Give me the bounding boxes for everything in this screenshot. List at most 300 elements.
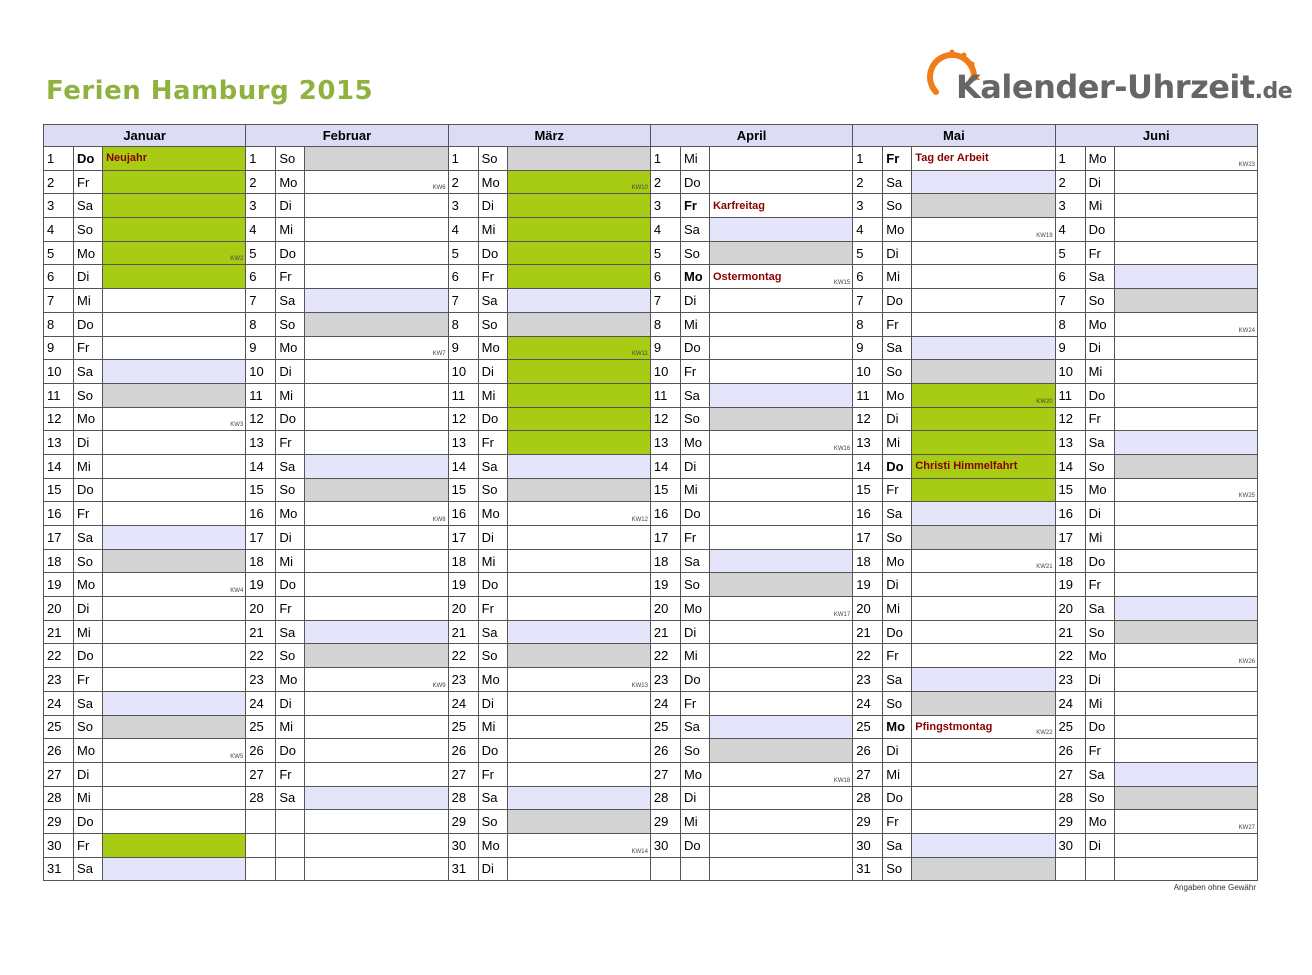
weekday: Di <box>74 265 103 289</box>
day-entry[interactable] <box>305 833 448 857</box>
day-entry[interactable] <box>912 170 1055 194</box>
weekday: Mi <box>276 383 305 407</box>
day-entry[interactable] <box>305 241 448 265</box>
day-entry[interactable] <box>912 715 1055 739</box>
day-entry[interactable] <box>305 644 448 668</box>
weekday: Sa <box>276 289 305 313</box>
day-number: 10 <box>448 360 478 384</box>
day-entry[interactable] <box>103 762 246 786</box>
day-number: 3 <box>650 194 680 218</box>
weekday: Fr <box>74 170 103 194</box>
day-entry[interactable] <box>305 147 448 171</box>
day-entry[interactable] <box>507 715 650 739</box>
day-entry[interactable] <box>1114 194 1257 218</box>
day-entry[interactable] <box>305 502 448 526</box>
day-entry[interactable] <box>507 668 650 692</box>
day-entry[interactable] <box>507 597 650 621</box>
weekday: So <box>74 383 103 407</box>
day-entry[interactable] <box>305 478 448 502</box>
day-entry[interactable] <box>709 715 852 739</box>
day-entry[interactable] <box>912 312 1055 336</box>
day-entry[interactable] <box>912 549 1055 573</box>
weekday: Do <box>478 573 507 597</box>
day-entry[interactable] <box>103 715 246 739</box>
day-entry[interactable] <box>709 312 852 336</box>
day-entry[interactable] <box>709 549 852 573</box>
day-number: 24 <box>44 691 74 715</box>
day-entry[interactable] <box>709 691 852 715</box>
weekday: Di <box>680 620 709 644</box>
day-entry[interactable] <box>507 194 650 218</box>
day-number: 27 <box>246 762 276 786</box>
day-entry[interactable] <box>1114 857 1257 881</box>
day-entry[interactable] <box>1114 644 1257 668</box>
holiday-label: Ostermontag <box>712 270 782 283</box>
day-number: 29 <box>1055 810 1085 834</box>
day-entry[interactable] <box>507 265 650 289</box>
day-entry[interactable] <box>1114 454 1257 478</box>
day-entry[interactable] <box>305 170 448 194</box>
day-number: 5 <box>448 241 478 265</box>
day-entry[interactable] <box>1114 810 1257 834</box>
weekday: Di <box>478 691 507 715</box>
day-entry[interactable] <box>709 218 852 242</box>
day-entry[interactable] <box>103 289 246 313</box>
day-entry[interactable] <box>709 573 852 597</box>
day-entry[interactable] <box>507 170 650 194</box>
day-entry[interactable] <box>507 526 650 550</box>
day-entry[interactable] <box>912 218 1055 242</box>
day-entry[interactable] <box>1114 265 1257 289</box>
day-entry[interactable] <box>709 383 852 407</box>
weekday: Do <box>680 668 709 692</box>
day-entry[interactable] <box>507 407 650 431</box>
day-number: 19 <box>1055 573 1085 597</box>
day-number: 27 <box>650 762 680 786</box>
day-entry[interactable] <box>305 739 448 763</box>
weekday: Fr <box>478 431 507 455</box>
day-entry[interactable] <box>709 431 852 455</box>
day-entry[interactable] <box>507 739 650 763</box>
week-number: KW5 <box>230 753 244 760</box>
day-entry[interactable] <box>103 336 246 360</box>
day-number: 22 <box>853 644 883 668</box>
day-entry[interactable] <box>103 573 246 597</box>
day-entry[interactable] <box>912 762 1055 786</box>
day-entry[interactable] <box>103 218 246 242</box>
week-number: KW24 <box>1238 327 1255 334</box>
day-entry[interactable] <box>103 147 246 171</box>
day-entry[interactable] <box>507 241 650 265</box>
logo[interactable] <box>922 44 1293 114</box>
day-entry[interactable] <box>912 241 1055 265</box>
day-entry[interactable] <box>507 312 650 336</box>
day-entry[interactable] <box>103 786 246 810</box>
day-number <box>246 833 276 857</box>
day-entry[interactable] <box>912 502 1055 526</box>
day-entry[interactable] <box>912 194 1055 218</box>
day-entry[interactable] <box>305 786 448 810</box>
day-row <box>44 218 1258 242</box>
day-entry[interactable] <box>912 573 1055 597</box>
day-entry[interactable] <box>305 289 448 313</box>
day-entry[interactable] <box>305 762 448 786</box>
day-entry[interactable] <box>305 265 448 289</box>
weekday: Mi <box>680 147 709 171</box>
day-entry[interactable] <box>507 218 650 242</box>
day-entry[interactable] <box>305 715 448 739</box>
day-entry[interactable] <box>103 668 246 692</box>
weekday: Do <box>74 810 103 834</box>
weekday: Sa <box>276 454 305 478</box>
week-number: KW7 <box>432 351 446 358</box>
weekday: Mo <box>1085 644 1114 668</box>
day-entry[interactable] <box>305 218 448 242</box>
weekday: Do <box>74 147 103 171</box>
day-entry[interactable] <box>305 336 448 360</box>
day-entry[interactable] <box>912 691 1055 715</box>
day-entry[interactable] <box>709 786 852 810</box>
day-entry[interactable] <box>305 573 448 597</box>
weekday: Mo <box>680 431 709 455</box>
day-entry[interactable] <box>709 857 852 881</box>
day-entry[interactable] <box>1114 407 1257 431</box>
day-entry[interactable] <box>507 786 650 810</box>
day-entry[interactable] <box>103 312 246 336</box>
weekday: Mi <box>478 383 507 407</box>
day-entry[interactable] <box>507 810 650 834</box>
day-row <box>44 241 1258 265</box>
day-row <box>44 810 1258 834</box>
day-entry[interactable] <box>507 147 650 171</box>
day-entry[interactable] <box>507 336 650 360</box>
weekday: So <box>478 810 507 834</box>
day-entry[interactable] <box>1114 739 1257 763</box>
day-row <box>44 526 1258 550</box>
day-entry[interactable] <box>912 478 1055 502</box>
weekday: Di <box>883 241 912 265</box>
day-entry[interactable] <box>103 360 246 384</box>
day-entry[interactable] <box>305 668 448 692</box>
weekday: Mo <box>478 170 507 194</box>
day-entry[interactable] <box>103 526 246 550</box>
weekday: Sa <box>1085 762 1114 786</box>
day-entry[interactable] <box>1114 668 1257 692</box>
day-number: 29 <box>853 810 883 834</box>
day-row <box>44 360 1258 384</box>
day-entry[interactable] <box>1114 502 1257 526</box>
day-entry[interactable] <box>912 668 1055 692</box>
day-entry[interactable] <box>1114 383 1257 407</box>
day-entry[interactable] <box>912 739 1055 763</box>
day-row <box>44 407 1258 431</box>
day-entry[interactable] <box>912 383 1055 407</box>
day-entry[interactable] <box>103 407 246 431</box>
day-number: 10 <box>246 360 276 384</box>
day-entry[interactable] <box>103 549 246 573</box>
day-entry[interactable] <box>305 857 448 881</box>
weekday: So <box>1085 454 1114 478</box>
day-entry[interactable] <box>709 833 852 857</box>
weekday: Mo <box>1085 478 1114 502</box>
weekday: Di <box>1085 668 1114 692</box>
day-number: 22 <box>1055 644 1085 668</box>
day-entry[interactable] <box>912 786 1055 810</box>
day-entry[interactable] <box>305 407 448 431</box>
day-number: 6 <box>246 265 276 289</box>
day-entry[interactable] <box>103 241 246 265</box>
weekday: Sa <box>478 289 507 313</box>
weekday: Mi <box>276 715 305 739</box>
day-entry[interactable] <box>709 170 852 194</box>
weekday: Mo <box>276 502 305 526</box>
weekday: Mi <box>680 810 709 834</box>
day-entry[interactable] <box>709 194 852 218</box>
day-number: 28 <box>1055 786 1085 810</box>
day-row <box>44 739 1258 763</box>
day-entry[interactable] <box>103 265 246 289</box>
weekday: Mo <box>1085 810 1114 834</box>
day-number: 22 <box>448 644 478 668</box>
day-number: 2 <box>650 170 680 194</box>
day-number: 28 <box>246 786 276 810</box>
day-entry[interactable] <box>305 312 448 336</box>
week-number: KW18 <box>833 777 851 784</box>
day-number: 17 <box>853 526 883 550</box>
day-entry[interactable] <box>1114 715 1257 739</box>
day-entry[interactable] <box>709 147 852 171</box>
day-row <box>44 478 1258 502</box>
day-number: 11 <box>44 383 74 407</box>
day-entry[interactable] <box>709 407 852 431</box>
day-entry[interactable] <box>709 739 852 763</box>
day-number: 8 <box>246 312 276 336</box>
day-entry[interactable] <box>1114 241 1257 265</box>
day-number: 8 <box>650 312 680 336</box>
day-entry[interactable] <box>507 644 650 668</box>
day-entry[interactable] <box>1114 336 1257 360</box>
day-entry[interactable] <box>103 431 246 455</box>
day-number: 21 <box>246 620 276 644</box>
day-number: 23 <box>853 668 883 692</box>
day-entry[interactable] <box>912 360 1055 384</box>
day-entry[interactable] <box>305 597 448 621</box>
day-entry[interactable] <box>103 454 246 478</box>
day-number: 30 <box>1055 833 1085 857</box>
day-number: 7 <box>246 289 276 313</box>
day-entry[interactable] <box>1114 573 1257 597</box>
weekday: Do <box>478 407 507 431</box>
day-number: 27 <box>44 762 74 786</box>
weekday: Sa <box>478 454 507 478</box>
day-entry[interactable] <box>103 383 246 407</box>
day-entry[interactable] <box>709 454 852 478</box>
weekday: Mo <box>478 336 507 360</box>
day-number: 20 <box>650 597 680 621</box>
day-entry[interactable] <box>305 454 448 478</box>
day-entry[interactable] <box>912 265 1055 289</box>
weekday: Sa <box>276 620 305 644</box>
weekday: Di <box>478 360 507 384</box>
day-entry[interactable] <box>709 620 852 644</box>
weekday: Sa <box>883 833 912 857</box>
day-entry[interactable] <box>1114 170 1257 194</box>
day-entry[interactable] <box>507 691 650 715</box>
day-entry[interactable] <box>709 360 852 384</box>
day-entry[interactable] <box>507 549 650 573</box>
day-entry[interactable] <box>709 265 852 289</box>
day-row <box>44 857 1258 881</box>
weekday: Mi <box>1085 526 1114 550</box>
day-entry[interactable] <box>103 502 246 526</box>
day-entry[interactable] <box>305 194 448 218</box>
day-entry[interactable] <box>1114 762 1257 786</box>
day-entry[interactable] <box>709 289 852 313</box>
day-entry[interactable] <box>507 454 650 478</box>
day-entry[interactable] <box>507 502 650 526</box>
day-entry[interactable] <box>912 336 1055 360</box>
day-number: 17 <box>246 526 276 550</box>
day-row <box>44 383 1258 407</box>
day-entry[interactable] <box>709 502 852 526</box>
day-number: 13 <box>650 431 680 455</box>
weekday: Di <box>276 360 305 384</box>
day-number: 4 <box>853 218 883 242</box>
day-entry[interactable] <box>1114 218 1257 242</box>
day-entry[interactable] <box>507 857 650 881</box>
day-entry[interactable] <box>912 620 1055 644</box>
week-number: KW22 <box>1036 730 1053 737</box>
day-entry[interactable] <box>1114 691 1257 715</box>
day-entry[interactable] <box>305 691 448 715</box>
day-entry[interactable] <box>103 478 246 502</box>
day-entry[interactable] <box>1114 289 1257 313</box>
day-entry[interactable] <box>1114 786 1257 810</box>
day-number: 10 <box>1055 360 1085 384</box>
weekday: Fr <box>883 478 912 502</box>
day-entry[interactable] <box>305 549 448 573</box>
day-entry[interactable] <box>305 526 448 550</box>
day-entry[interactable] <box>305 431 448 455</box>
day-entry[interactable] <box>912 857 1055 881</box>
day-entry[interactable] <box>709 241 852 265</box>
day-entry[interactable] <box>507 620 650 644</box>
day-entry[interactable] <box>507 289 650 313</box>
day-entry[interactable] <box>103 810 246 834</box>
day-number: 25 <box>44 715 74 739</box>
week-number: KW6 <box>432 185 446 192</box>
day-number: 20 <box>246 597 276 621</box>
day-entry[interactable] <box>103 691 246 715</box>
day-entry[interactable] <box>912 526 1055 550</box>
day-number: 11 <box>448 383 478 407</box>
day-entry[interactable] <box>103 597 246 621</box>
day-entry[interactable] <box>912 644 1055 668</box>
weekday: Mi <box>276 218 305 242</box>
day-entry[interactable] <box>1114 620 1257 644</box>
logo-main: Kalender-Uhrzeit <box>956 68 1255 106</box>
weekday: Mo <box>883 218 912 242</box>
weekday: Mi <box>680 644 709 668</box>
day-entry[interactable] <box>103 194 246 218</box>
day-entry[interactable] <box>1114 312 1257 336</box>
day-number: 25 <box>650 715 680 739</box>
day-number: 2 <box>246 170 276 194</box>
day-entry[interactable] <box>305 383 448 407</box>
day-entry[interactable] <box>507 762 650 786</box>
day-number: 23 <box>1055 668 1085 692</box>
day-entry[interactable] <box>709 644 852 668</box>
weekday: Fr <box>1085 573 1114 597</box>
day-entry[interactable] <box>709 762 852 786</box>
day-entry[interactable] <box>507 833 650 857</box>
day-entry[interactable] <box>103 833 246 857</box>
day-entry[interactable] <box>1114 431 1257 455</box>
day-number: 13 <box>853 431 883 455</box>
day-entry[interactable] <box>709 810 852 834</box>
day-number: 12 <box>650 407 680 431</box>
day-entry[interactable] <box>507 478 650 502</box>
day-entry[interactable] <box>912 407 1055 431</box>
day-number: 6 <box>853 265 883 289</box>
day-entry[interactable] <box>912 833 1055 857</box>
day-entry[interactable] <box>912 289 1055 313</box>
day-entry[interactable] <box>1114 478 1257 502</box>
day-entry[interactable] <box>507 360 650 384</box>
day-entry[interactable] <box>709 597 852 621</box>
day-entry[interactable] <box>103 739 246 763</box>
day-entry[interactable] <box>912 431 1055 455</box>
weekday: Sa <box>680 715 709 739</box>
day-entry[interactable] <box>305 360 448 384</box>
weekday: Do <box>680 170 709 194</box>
weekday: Di <box>478 857 507 881</box>
day-entry[interactable] <box>103 620 246 644</box>
weekday: Fr <box>74 502 103 526</box>
day-entry[interactable] <box>912 147 1055 171</box>
day-entry[interactable] <box>1114 549 1257 573</box>
day-entry[interactable] <box>709 526 852 550</box>
weekday: Fr <box>883 644 912 668</box>
day-entry[interactable] <box>507 573 650 597</box>
day-row <box>44 644 1258 668</box>
day-entry[interactable] <box>507 431 650 455</box>
day-entry[interactable] <box>1114 147 1257 171</box>
day-entry[interactable] <box>1114 526 1257 550</box>
day-entry[interactable] <box>305 620 448 644</box>
day-entry[interactable] <box>912 810 1055 834</box>
day-entry[interactable] <box>1114 597 1257 621</box>
day-entry[interactable] <box>507 383 650 407</box>
weekday: Mo <box>74 407 103 431</box>
weekday: Di <box>478 194 507 218</box>
day-entry[interactable] <box>1114 833 1257 857</box>
day-number: 17 <box>1055 526 1085 550</box>
day-entry[interactable] <box>912 597 1055 621</box>
day-entry[interactable] <box>709 668 852 692</box>
day-entry[interactable] <box>709 478 852 502</box>
day-entry[interactable] <box>709 336 852 360</box>
day-number: 5 <box>1055 241 1085 265</box>
day-entry[interactable] <box>1114 360 1257 384</box>
day-entry[interactable] <box>103 644 246 668</box>
weekday: Fr <box>1085 407 1114 431</box>
day-entry[interactable] <box>103 170 246 194</box>
day-entry[interactable] <box>912 454 1055 478</box>
day-entry[interactable] <box>103 857 246 881</box>
day-entry[interactable] <box>305 810 448 834</box>
weekday: Fr <box>680 526 709 550</box>
